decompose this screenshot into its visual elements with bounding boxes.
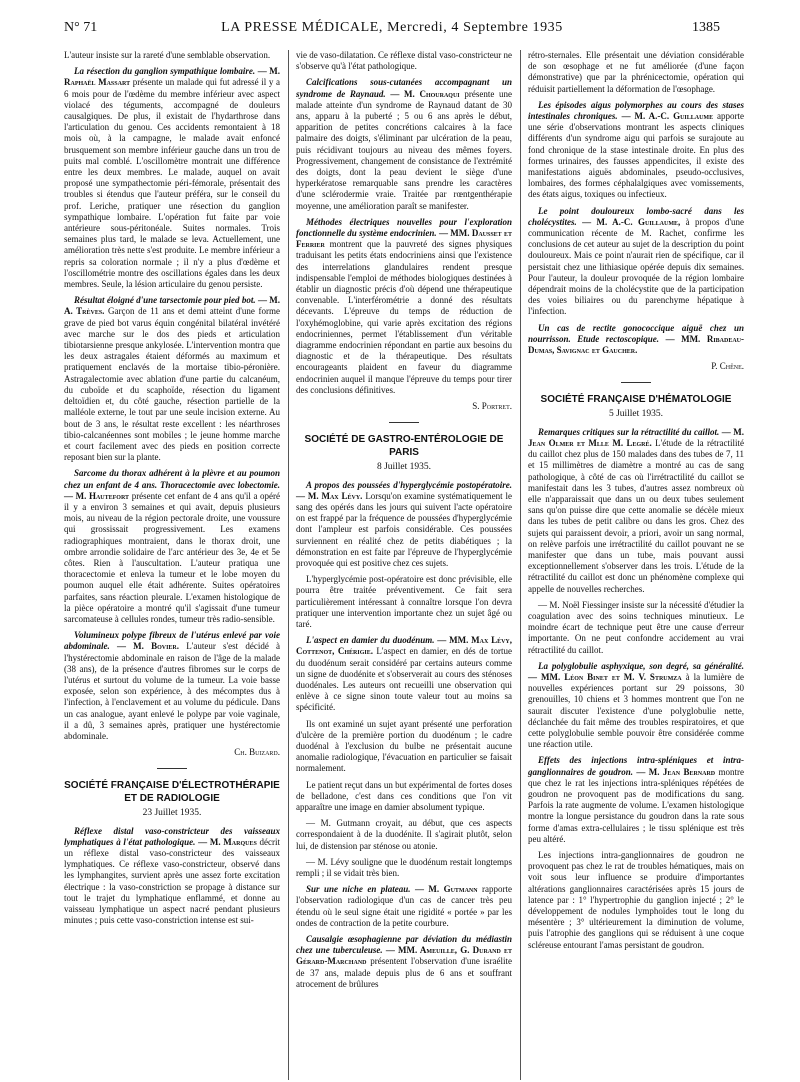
column-middle (296, 50, 512, 995)
article-body: présentent l'observation d'une israélite de 37 ans, malade depuis plus de 6 ans et souffrant atrocement de brûlures (296, 956, 512, 989)
article-paragraph (296, 635, 512, 713)
article-body: apporte une série d'observations montrant les aspects cliniques différents d'un syndrome aigu qui parfois se surajoute au fond chronique de la stase intestinale droite. En plus des formes urinaires, des fausses appendicites, il existe des manifestations aiguës abdominales, pseudo-occlusives, lombaires, des formes céphalalgiques avec vomissements, des états aigus, toxiques ou infectieux. (528, 111, 745, 200)
article-title: Le point douloureux lombo-sacré dans les cholécystites. (528, 205, 744, 227)
signature: Ch. Buizard. (234, 747, 280, 758)
article-author: — M. A.-C. Guillaume, (582, 216, 681, 227)
column-divider (288, 50, 289, 1080)
article-title: Sur une niche en plateau. (306, 884, 411, 895)
column-left (64, 50, 280, 931)
article-author: — M. Marques (198, 836, 257, 847)
article-paragraph (64, 66, 280, 290)
article-paragraph (528, 661, 744, 751)
article-title: Calcifications sous-cutanées accompagnant un syndrome de Raynaud. (296, 77, 512, 99)
article-title: L'aspect en damier du duodénum. (306, 635, 435, 646)
session-date: 23 Juillet 1935. (142, 808, 202, 819)
article-author: — M. Jean Bernard (636, 766, 716, 777)
article-paragraph (296, 217, 512, 396)
article-body: L'étude de la rétractilité du caillot chez plus de 150 malades dans des tubes de 7, 11 et 15 millimètres de diamètre a montré au cas de sang pathologique, à côté de cas où l'irrétractilité du caillot se manifestait dans les 3 tubes, d'autres assez nombreux où elle n'apparaissait que dans un ou deux tubes seulement sans qu'on puisse dire que cette anomalie se décèle mieux dans les tubes de petit calibre ou dans les gros. Chez des sujets qui paraissent devoir, a priori, avoir un sang normal, on relève parfois une irrétractilité du caillot pouvant ne se manifester que dans un tube, mais pouvant aussi exceptionnellement s'observer dans les trois. L'étude de la rétractilité du caillot est donc un phénomène complexe qui appelle de nouvelles recherches. (528, 437, 744, 594)
signature: S. Portret. (472, 401, 512, 412)
section-separator (157, 768, 187, 769)
article-title: Les épisodes aigus polymorphes au cours des stases intestinales chroniques. (528, 99, 744, 122)
issue-number: N° 71 (64, 20, 98, 35)
article-body: Garçon de 11 ans et demi atteint d'une forme grave de pied bot varus équin congénital bilatéral invétéré avec marche sur le dos des pieds et articulation tibiotarsienne presque ankylosée. L'intervention montra que les deux astragales étaient déformés au maximum et pratiquement enclavés de la mortaise tibio-péronière. Astragalectomie avec ablation d'une partie du calcanéum, du cuboïde et du scaphoïde, résection du ligament deltoïdien et, du côté gauche, résection partielle de la malléole externe, le tout par une seule incision externe. Au bout de 3 ans, le résultat reste excellent : les néarthroses tibio-calcanéennes sont mobiles ; le jeune homme marche et court facilement avec des pieds en position correcte reposant bien sur la plante. (64, 306, 280, 463)
paragraph: Le patient reçut dans un but expérimental de fortes doses de belladone, c'est dans ces conditions que l'on vit apparaître une image en damier absolument typique. (296, 779, 512, 812)
article-paragraph (528, 206, 744, 318)
paragraph: — M. Lévy souligne que le duodénum restait longtemps rempli ; il se vidait très bien. (296, 856, 512, 878)
paragraph: Les injections intra-ganglionnaires de goudron ne provoquent pas chez le rat de troubles hématiques, mais on voit sous leur influence se produire d'importantes altérations ganglionnaires caractérisées après 15 jours de latence par : 1° l'hypertrophie du ganglion injecté ; 2° le développement de nodules lymphoïdes tout le long du mésentère ; 3° ultérieurement la diminution de volume, puis l'atrophie des ganglions qui se réduisent à une coque scléreuse entourant l'amas persistant de goudron. (528, 850, 744, 950)
article-author: — MM. Ribadeau-Dumas, Savignac et Gaucher. (528, 333, 744, 356)
article-body: Lorsqu'on examine systématiquement le sang des opérés dans les jours qui suivent l'acte opératoire on est frappé par la fréquence de poussées d'hyperglycémie dont l'ampleur est parfois considérable. Ces poussées surviennent en réalité chez de petits diabétiques ; la démonstration en est faite par l'épreuve de l'hyperglycémie provoquée qui est positive chez ces sujets. (296, 490, 513, 568)
article-columns (64, 50, 744, 1070)
article-body: présente une malade atteinte d'un syndrome de Raynaud datant de 30 ans, apparu à la puberté ; 5 ou 6 ans après le début, apparition de petites concrétions calcaires à la face palmaire des doigts, s'éliminant par ulcération de la peau, puis récidivant toujours au niveau des mêmes foyers. Progressivement, changement de consistance de l'extrémité des doigts, dont la peau devient le siège d'une hyperkératose remarquable sans prendre les caractères d'une sclérodermie vraie. Traitée par rœntgenthérapie moyenne, une amélioration paraît se manifester. (296, 88, 513, 211)
article-body: montrent que la pauvreté des signes physiques traduisant les petits états endocriniens ainsi que l'existence des interrelations glandulaires rendent presque indispensable l'emploi de méthodes biologiques destinées à établir un diagnostic précis d'où dépend une thérapeutique convenable. L'interférométrie a donné des résultats décevants. L'épreuve du temps de réduction de l'oxyhémoglobine, qui varie après excitation des régions endocriniennes, permet l'établissement d'un véritable diagramme endocrinien répondant en partie aux besoins du diagnostic et de la thérapeutique. Des résultats encourageants plaident en faveur du diagramme endocrinien auquel il manque l'épreuve du temps pour tirer des conclusions définitives. (296, 239, 512, 395)
column-divider (520, 50, 521, 1080)
column-right (528, 50, 744, 956)
article-body: L'auteur s'est décidé à l'hystérectomie abdominale en raison de l'âge de la malade (38 ans), de la présence d'autres fibromes sur le corps de l'utérus et surtout du volume de la tumeur. La voie basse exposée, selon son expérience, à des mécomptes dus à l'infection, à l'enclavement et au volume du pédicule. Dans un cas analogue, ayant enlevé le polype par voie vaginale, il a dû, 3 semaines après, pratiquer une hystérectomie abdominale. (64, 641, 281, 741)
article-body: décrit un réflexe distal vaso-constricteur des vaisseaux lymphatiques. Ce réflexe vaso-constricteur, observé dans les lymphangites, survient après une assez forte excitation électrique : la vaso-constriction se propage à distance sur tout le trajet du lymphatique enflammé, et donne au vaisseau lymphatique un aspect nacré pendant plusieurs minutes ; puis cette vaso-constriction intense est sui- (64, 836, 281, 926)
article-author: — M. Hautefort (64, 490, 130, 501)
article-author: — M. Gutmann (414, 884, 478, 895)
society-heading: SOCIÉTÉ FRANÇAISE D'ÉLECTROTHÉRAPIE ET DE RADIOLOGIE (64, 780, 280, 805)
article-body: présente cet enfant de 4 ans qu'il a opéré il y a environ 3 semaines et qui avait, depuis plusieurs mois, au niveau de la région pectorale droite, une voussure qui grossissait progressivement. Les examens radiographiques montraient, dans le thorax droit, une ombre arrondie solidaire de l'arc antérieur des 3e, 4e et 5e côtes. Rien à l'auscultation. L'auteur pratiqua une thoracectomie et enleva la tumeur et le lobe moyen du poumon auquel elle était adhérente. Suites opératoires parfaites, sans réaction pleurale. L'examen histologique de la pièce opératoire a montré qu'il s'agissait d'une tumeur sarcomateuse à cellules rondes, tumeur très radio-sensible. (64, 490, 281, 624)
article-body: rapporte l'observation radiologique d'un cas de cancer très peu étendu où le seul signe était une rigidité « portée » par les ondes de contraction de la petite courbure. (296, 884, 512, 928)
article-paragraph (64, 630, 280, 742)
page-header (64, 20, 720, 42)
paragraph: vie de vaso-dilatation. Ce réflexe distal vaso-constricteur ne s'observe qu'à l'état pathologique. (296, 50, 512, 72)
article-title: Remarques critiques sur la rétractilité du caillot. (538, 426, 720, 437)
article-title: La polyglobulie asphyxique, son degré, sa généralité. (538, 660, 744, 671)
article-paragraph (64, 826, 280, 927)
article-body: montre que chez le rat les injections intra-spléniques répétées de goudron ne provoquent pas de modifications du sang. Parfois la rate augmente de volume. L'examen histologique montre la longue persistance du goudron dans la rate sous forme d'amas extra-cellulaires ; le tissu splénique est très peu altéré. (528, 766, 744, 844)
article-author: — M. Raphaël Massart (64, 66, 281, 88)
paragraph: L'auteur insiste sur la rareté d'une semblable observation. (64, 50, 271, 60)
article-title: Méthodes électriques nouvelles pour l'exploration fonctionnelle du système endocrinien. (296, 216, 512, 239)
article-body: à propos d'une communication récente de M. Rachet, confirme les conclusions de cet auteur au sujet de la description du point douloureux. Mais ce point n'aurait rien de spécifique, car il persistait chez une lithiasique opérée depuis dix semaines. Pour l'auteur, la douleur provoquée de la région lombaire dépendrait moins de la cholécystite que de la participation des voies biliaires ou du parenchyme hépatique à l'infection. (528, 216, 744, 317)
article-title: La résection du ganglion sympathique lombaire. (74, 66, 256, 77)
article-author: — MM. Ameuille, G. Durand et Gérard-Marchand (296, 945, 512, 967)
article-title: Un cas de rectite gonococcique aiguë chez un nourrisson. Etude rectoscopique. (528, 322, 744, 344)
signature: P. Chêne. (711, 361, 744, 372)
article-paragraph (64, 295, 280, 463)
article-title: Volumineux polype fibreux de l'utérus enlevé par voie abdominale. (64, 630, 280, 652)
article-author: — M. Jean Olmer et Mlle M. Legré. (528, 426, 744, 448)
article-author: — M. A.-C. Guillaume (621, 111, 714, 122)
article-body: L'aspect en damier, en dés de tortue du duodénum serait considéré par certains auteurs comme un signe de duodénite et s'observerait au cours des sténoses duodénales. Les auteurs ont recueilli une observation qui enlève à ce signe sinon toute valeur tout au moins sa spécificité. (296, 646, 513, 713)
article-paragraph (296, 77, 512, 211)
paragraph: — M. Gutmann croyait, au début, que ces aspects correspondaient à de la duodénite. Il s'agirait plutôt, selon lui, de distension par sténose ou atonie. (296, 818, 512, 851)
article-paragraph (528, 323, 744, 357)
session-date: 8 Juillet 1935. (376, 462, 432, 473)
article-body: présente un malade qui fut adressé il y a 6 mois pour de l'œdème du membre inférieur avec aspect violacé des téguments, accompagné de douleurs causalgiques. De plus, il existait de l'hydarthrose dans l'articulation du genou. Ces accidents remontaient à 18 mois où, à la campagne, le malade avait enfoncé brusquement son membre inférieur gauche dans un trou de puits mal comblé. L'oscillomètre montrait une différence entre les deux membres. Le malade, auquel on avait proposé une sympathectomie péri-fémorale, présentait des troubles si étendus que l'auteur préféra, sur le conseil du prof. Leriche, pratiquer une résection du ganglion sympathique lombaire. L'opération fut faite par voie antérieure sous-péritonéale. Suites normales. Trois semaines plus tard, le malade se leva. Actuellement, une amélioration très nette s'est produite. Le membre inférieur a repris sa coloration normale ; il n'y a plus d'œdème et l'oscillométrie montre des oscillations égales dans les deux membres. Seule, la lésion articulaire du genou persiste. (64, 77, 280, 290)
society-heading: SOCIÉTÉ FRANÇAISE D'HÉMATOLOGIE (540, 394, 732, 406)
session-date: 5 Juillet 1935. (608, 409, 664, 420)
article-title: Effets des injections intra-spléniques et intra-ganglionnaires de goudron. (528, 755, 744, 777)
section-separator (621, 382, 651, 383)
article-author: — M. Chouraqui (390, 88, 460, 99)
article-body: à la lumière de nouvelles expériences portant sur 29 poissons, 30 grenouilles, 10 chiens et 3 hommes montrent que l'on ne saurait discuter l'existence d'une polyglobulie nette, déclanchée du fait même des troubles respiratoires, et que cette polyglobulie semble pouvoir être considérée comme une réaction utile. (528, 671, 744, 750)
article-paragraph (528, 755, 744, 845)
section-separator (389, 422, 419, 423)
article-title: Sarcome du thorax adhérent à la plèvre et au poumon chez un enfant de 4 ans. Thoracectomie avec lobectomie. (64, 468, 280, 490)
paragraph: rétro-sternales. Elle présentait une déviation considérable de son œsophage et ne fut améliorée (d'une façon démonstrative) que par la phrénicectomie, opération qui réduisit partiellement la déformation de l'œsophage. (528, 50, 744, 94)
paragraph: L'hyperglycémie post-opératoire est donc prévisible, elle pourra être traitée préventivement. Ce fait sera particulièrement intéressant à connaître lorsque l'on devra pratiquer une intervention importante chez un sujet âgé ou taré. (296, 574, 512, 629)
paragraph: — M. Noël Fiessinger insiste sur la nécessité d'étudier la coagulation avec des soins techniques minutieux. Le moindre écart de technique peut être une cause d'erreur importante. On ne peut confondre accidement au vrai rétractilité du caillot. (528, 599, 744, 655)
article-paragraph (64, 468, 280, 625)
article-paragraph (528, 100, 744, 201)
article-title: Résultat éloigné d'une tarsectomie pour pied bot. (74, 295, 256, 306)
society-heading: SOCIÉTÉ DE GASTRO-ENTÉROLOGIE DE PARIS (304, 434, 504, 459)
article-author: — MM. Léon Binet et M. V. Strumza (528, 671, 682, 682)
article-title: A propos des poussées d'hyperglycémie postopératoire. (306, 479, 512, 490)
article-paragraph (296, 884, 512, 929)
article-paragraph (528, 427, 744, 595)
article-author: — MM. Dausset et Ferrier (296, 228, 512, 250)
article-paragraph (296, 480, 512, 570)
journal-title: LA PRESSE MÉDICALE, Mercredi, 4 Septembre 1935 (221, 20, 563, 35)
article-author: — M. Bovier. (116, 641, 180, 652)
article-author: — M. Max Lévy. (296, 490, 363, 501)
article-author: — M. A. Trèves. (64, 295, 280, 317)
paragraph: Ils ont examiné un sujet ayant présenté une perforation d'ulcère de la première portion du duodénum ; le cadre duodénal à l'exclusion du bulbe ne présentait aucune anomalie radiologique, l'évacuation en particulier se faisait normalement. (296, 718, 512, 774)
page-number: 1385 (692, 20, 720, 35)
article-title: Réflexe distal vaso-constricteur des vaisseaux lymphatiques à l'état pathologique. (64, 825, 280, 847)
article-paragraph (296, 934, 512, 990)
article-author: — MM. Max Lévy, Cottenot, Chérigie. (296, 635, 513, 657)
article-title: Causalgie œsophagienne par déviation du médiastin chez une tuberculeuse. (296, 934, 512, 956)
